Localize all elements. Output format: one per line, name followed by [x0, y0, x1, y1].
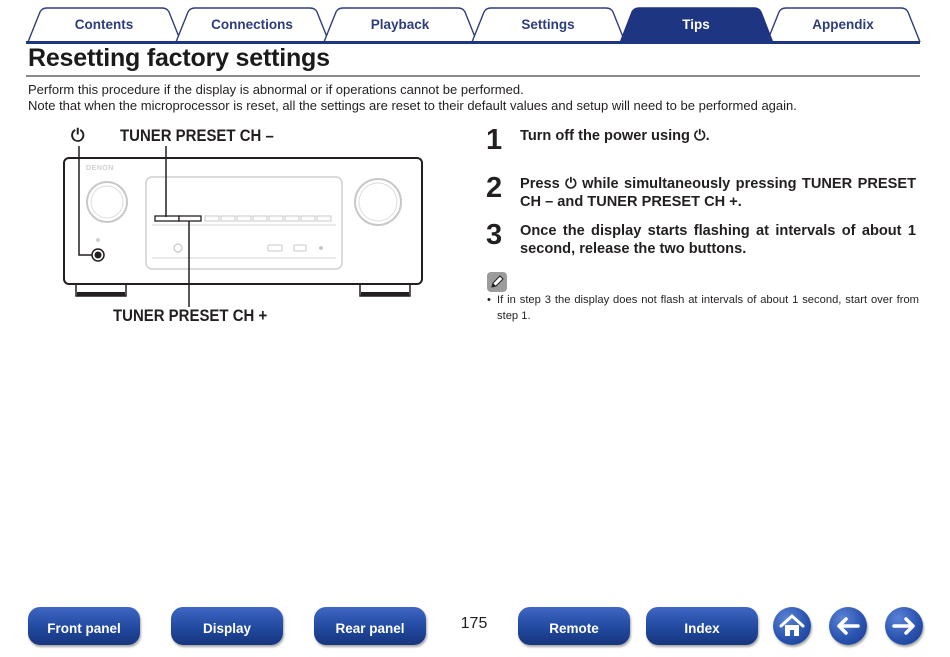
home-button[interactable]	[773, 607, 811, 645]
tab-bar	[0, 0, 950, 46]
home-icon	[773, 607, 811, 645]
button-label: Rear panel	[335, 621, 405, 636]
tab-tips[interactable]: Tips	[682, 17, 710, 32]
front-panel-button[interactable]	[28, 607, 140, 645]
page-number: 175	[460, 615, 488, 632]
tab-contents[interactable]: Contents	[74, 17, 134, 32]
intro-line-2: Note that when the microprocessor is reset, all the settings are reset to their default values and setup will need to be performed again.	[28, 98, 797, 113]
note-bullet: •	[487, 294, 491, 306]
step-text: Press ⏻ while simultaneously pressing TUNER PRESET CH – and TUNER PRESET CH +.	[520, 176, 916, 210]
power-symbol-label: ⏻	[71, 126, 85, 146]
tab-appendix[interactable]: Appendix	[812, 17, 874, 32]
display-button[interactable]	[171, 607, 283, 645]
index-button[interactable]	[646, 607, 758, 645]
step-text: Turn off the power using ⏻.	[520, 128, 710, 144]
rear-panel-button[interactable]	[314, 607, 426, 645]
button-label: Remote	[549, 621, 599, 636]
back-arrow-icon	[829, 607, 867, 645]
button-label: Display	[202, 621, 252, 636]
tab-connections[interactable]: Connections	[211, 17, 293, 32]
button-label: Front panel	[47, 621, 121, 636]
note	[487, 293, 919, 324]
back-button[interactable]	[829, 607, 867, 645]
tab-playback[interactable]: Playback	[370, 17, 430, 32]
brand-logo: DENON	[86, 165, 114, 172]
tuner-preset-ch-plus-label: TUNER PRESET CH +	[113, 306, 268, 325]
receiver-front-panel-diagram	[60, 122, 430, 332]
note-text: If in step 3 the display does not flash at intervals of about 1 second, start over from step 1.	[497, 294, 919, 322]
title-divider	[26, 75, 920, 77]
button-label: Index	[684, 621, 720, 636]
page-title: Resetting factory settings	[28, 44, 330, 72]
step-number: 2	[486, 172, 503, 204]
step-number: 3	[486, 219, 503, 251]
forward-arrow-icon	[885, 607, 923, 645]
pencil-icon	[487, 272, 507, 292]
forward-button[interactable]	[885, 607, 923, 645]
step-text: Once the display starts flashing at intervals of about 1 second, release the two buttons.	[520, 223, 916, 257]
tuner-preset-ch-minus-label: TUNER PRESET CH –	[120, 126, 274, 145]
intro-line-1: Perform this procedure if the display is abnormal or if operations cannot be performed.	[28, 82, 524, 97]
receiver-drawing	[60, 122, 430, 332]
step-number: 1	[486, 124, 503, 156]
tab-settings[interactable]: Settings	[521, 17, 575, 32]
remote-button[interactable]	[518, 607, 630, 645]
